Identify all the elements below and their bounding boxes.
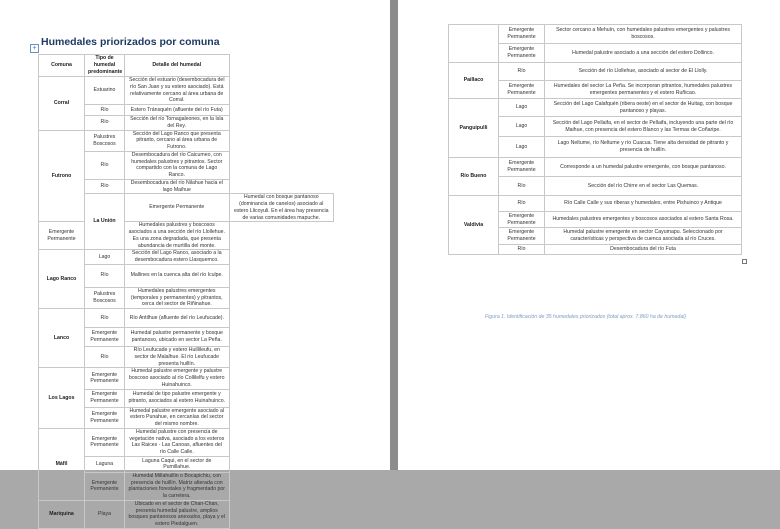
cell-tipo: Río [85,309,125,328]
cell-tipo: Emergente Permanente [85,472,125,500]
cell-detalle: Corresponde a un humedal palustre emergente, con bosque pantanoso. [545,158,742,177]
table-row [449,196,742,212]
cell-detalle: Humedales palustres emergentes y boscosos asociados al estero Santa Rosa. [545,212,742,228]
cell-comuna: Futrono [39,130,85,222]
table-header-row [39,55,334,77]
cell-tipo: Emergente Permanente [85,428,125,456]
cell-tipo: Emergente Permanente [39,222,85,250]
cell-detalle: Humedal con bosque pantanoso (dominancia de canelos) asociado al estero Llicoyuli. En el área hay presencia de varias comunidades mapuche. [229,194,334,222]
cell-tipo: Río [85,151,125,179]
cell-tipo: Río [499,245,545,255]
table-row [449,25,742,44]
cell-tipo: Lago [499,137,545,158]
cell-comuna: Lanco [39,309,85,368]
header-detalle: Detalle del humedal [125,55,230,77]
cell-detalle: Laguna Caqui, en el sector de Pumillahue. [125,456,230,472]
cell-detalle: Sección del río Llollehue, asociado al sector de El Llolly. [545,63,742,81]
table-row [449,63,742,81]
figure-caption: Figura 1. Identificación de 35 humedales priorizados (total aprox. 7.860 ha de humedal) [485,314,686,320]
cell-detalle: Mallines en la cuenca alta del río Iculpe. [125,264,230,287]
cell-tipo: Lago [499,117,545,137]
cell-comuna: Panguipulli [449,99,499,158]
table-move-handle-icon[interactable]: + [30,44,39,53]
cell-tipo: Emergente Permanente [85,407,125,428]
cell-tipo: Emergente Permanente [499,228,545,245]
table-row [39,77,334,105]
cell-comuna: Máfil [39,428,85,500]
cell-tipo: Río [85,116,125,131]
cell-detalle: Humedal palustre emergente y palustre boscoso asociado al río Collilelfu y estero Huinahuinco. [125,368,230,389]
cell-tipo: Palustres Boscosos [85,130,125,151]
cell-detalle: Desembocadura del río Nilahue hacia el lago Maihue [125,179,230,194]
cell-tipo: Río [85,105,125,116]
cell-comuna [449,25,499,63]
cell-comuna: La Unión [85,194,125,250]
page-title: Humedales priorizados por comuna [41,36,220,48]
cell-tipo: Río [499,196,545,212]
cell-detalle: Humedal palustre emergente asociado al estero Punahue, en cercanías del sector del mismo nombre. [125,407,230,428]
cell-tipo: Playa [85,500,125,528]
cell-detalle: Río Antilhue (afluente del río Leufucade). [125,309,230,328]
cell-detalle: Humedales del sector La Peña. Se incorporan pitrantos, humedales palustres emergentes permanentes y el estero Ruñicao. [545,81,742,99]
cell-tipo: Río [85,179,125,194]
table-row [39,250,334,265]
cell-detalle: Sección del estuario (desembocadura del río San Juan y su estero asociado). Está relativamente cercano al área urbana de Corral. [125,77,230,105]
cell-detalle: Humedal Millahuillin o Bocapichiu, con presencia de huillín. Matriz alterada con plantaciones forestales y fragmentado por la carretera. [125,472,230,500]
cell-tipo: Emergente Permanente [499,212,545,228]
cell-tipo: Emergente Permanente [499,25,545,44]
cell-detalle: Sección del río Tornagaleones, en la Isla del Rey. [125,116,230,131]
cell-tipo: Río [499,177,545,196]
cell-tipo: Emergente Permanente [125,194,230,222]
table-row [39,428,334,456]
cell-detalle: Humedal palustre permanente y bosque pantanoso, ubicado en sector La Peña. [125,328,230,347]
cell-detalle: Río Calle Calle y sus riberas y humedales, entre Pishuinco y Antique [545,196,742,212]
cell-comuna: Paillaco [449,63,499,99]
cell-tipo: Emergente Permanente [499,81,545,99]
cell-tipo: Laguna [85,456,125,472]
cell-tipo: Río [85,264,125,287]
cell-tipo: Emergente Permanente [499,44,545,63]
table-row [449,158,742,177]
cell-detalle: Sector cercano a Mehuín, con humedales palustres emergentes y palustres boscosos. [545,25,742,44]
cell-detalle: Estero Tránsquén (afluente del río Futa) [125,105,230,116]
cell-detalle: Sección del Lago Pellaifa, en el sector de Pellaifa, incluyendo una parte del río Maihue, con presencia del estero Blanco y las Termas de Coñaripe. [545,117,742,137]
cell-detalle: Humedales palustres y boscosos asociados a una sección del río Llollehue. Es una zona degradada, que presenta abundancia de murtilla del monte. [125,222,230,250]
document-page-right [398,0,780,470]
table-row [39,368,334,389]
cell-tipo: Río [85,347,125,368]
document-page-left [0,0,390,527]
table-resize-handle-icon[interactable] [742,259,747,264]
cell-detalle: Ubicado en el sector de Chan-Chan, presenta humedal palustre, amplios bosques pantanosos anexados, playa y el estero Piedalguen. [125,500,230,528]
cell-detalle: Humedales palustres emergentes (temporales y permanentes) y pitrantos, cerca del sector de Riñinahue. [125,287,230,308]
table-row [39,222,334,250]
table-row [39,500,334,528]
cell-comuna: Mariquina [39,500,85,528]
cell-detalle: Río Leufucade y estero Huillileufu, en sector de Malalhue. El río Leufucade presenta huillín. [125,347,230,368]
table-row [39,309,334,328]
cell-detalle: Sección del Lago Ranco, asociado a la desembocadura estero Llasquemco. [125,250,230,265]
cell-detalle: Desembocadura del río Caicumeo, con humedales palustres y pitrantos. Sector compartido con la comuna de Lago Ranco. [125,151,230,179]
cell-tipo: Río [499,63,545,81]
cell-detalle: Desembocadura del río Futa [545,245,742,255]
cell-comuna: Río Bueno [449,158,499,196]
cell-comuna: Lago Ranco [39,250,85,309]
cell-detalle: Humedal palustre emergente en sector Cayumapu. Seleccionado por características y perspectiva de cuenca asociada al río Cruces. [545,228,742,245]
cell-tipo: Emergente Permanente [85,328,125,347]
header-comuna: Comuna [39,55,85,77]
cell-comuna: Valdivia [449,196,499,255]
table-row [39,130,334,151]
page-gap [390,0,398,470]
cell-detalle: Lago Neltume, río Neltume y río Cuacua. Tiene alta densidad de pitranto y presencia de huillín. [545,137,742,158]
cell-detalle: Sección del Lago Calafquén (ribera oeste) en el sector de Huitag, con bosque pantanoso y playas. [545,99,742,117]
cell-tipo: Estuarino [85,77,125,105]
cell-tipo: Emergente Permanente [499,158,545,177]
cell-tipo: Palustres Boscosos [85,287,125,308]
wetlands-table [38,54,334,529]
cell-comuna: Corral [39,77,85,131]
cell-detalle: Sección del Lago Ranco que presenta pitranto, cercano al área urbana de Futrono. [125,130,230,151]
cell-tipo: Lago [85,250,125,265]
cell-detalle: Sección del río Chirre en el sector Las Quemas. [545,177,742,196]
cell-tipo: Lago [499,99,545,117]
header-tipo: Tipo de humedal predominante [85,55,125,77]
cell-detalle: Humedal de tipo palustre emergente y pitranto, asociados al estero Huinahuinco. [125,389,230,407]
cell-tipo: Emergente Permanente [85,389,125,407]
cell-detalle: Humedal palustre con presencia de vegetación nativa, asociado a los esteros Las Raices - Las Canoas, afluentes del río Calle Calle. [125,428,230,456]
cell-tipo: Emergente Permanente [85,368,125,389]
wetlands-table-continued [448,24,742,255]
cell-detalle: Humedal palustre asociado a una sección del estero Dollinco. [545,44,742,63]
cell-comuna: Los Lagos [39,368,85,429]
table-row [449,99,742,117]
